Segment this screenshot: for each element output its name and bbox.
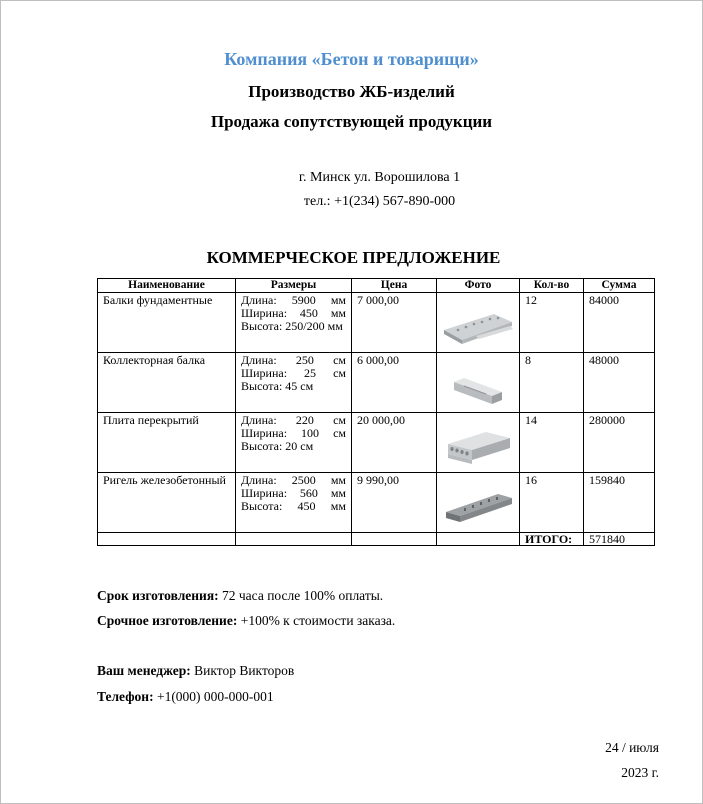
dim-unit: мм xyxy=(330,473,346,487)
table-header-row xyxy=(98,279,655,293)
dim-value: 560 xyxy=(299,486,318,500)
dim-label: Ширина: xyxy=(241,426,288,440)
dim-height: Высота: 250/200 мм xyxy=(241,319,343,333)
dim-value: 2500 xyxy=(291,473,316,487)
dim-unit: мм xyxy=(330,499,346,513)
dim-label: Длина: xyxy=(241,353,277,367)
col-header-price: Цена xyxy=(352,279,437,293)
dim-unit: см xyxy=(333,413,346,427)
phone: тел.: +1(234) 567-890-000 xyxy=(303,194,456,209)
item-qty: 12 xyxy=(520,293,584,353)
dim-unit: см xyxy=(333,426,346,440)
item-price: 20 000,00 xyxy=(352,413,437,473)
manager-phone-label: Телефон: xyxy=(97,689,154,704)
dim-value: 450 xyxy=(297,499,316,513)
item-size xyxy=(236,413,352,473)
manager-value: Виктор Викторов xyxy=(190,663,295,678)
dim-unit: мм xyxy=(330,486,346,500)
item-size xyxy=(236,293,352,353)
item-name: Ригель железобетонный xyxy=(98,473,236,533)
dim-label: Длина: xyxy=(241,293,277,307)
production-term-value: 72 часа после 100% оплаты. xyxy=(218,588,384,603)
table-row xyxy=(98,413,655,473)
date-year: 2023 г. xyxy=(621,765,659,780)
total-row xyxy=(98,533,655,546)
col-header-qty: Кол-во xyxy=(520,279,584,293)
item-name: Балки фундаментные xyxy=(98,293,236,353)
item-sum: 84000 xyxy=(584,293,655,353)
slab-photo xyxy=(437,413,520,473)
item-sum: 48000 xyxy=(584,353,655,413)
total-value: 571840 xyxy=(584,533,655,546)
crossbar-photo xyxy=(437,473,520,533)
item-name: Коллекторная балка xyxy=(98,353,236,413)
dim-label: Ширина: xyxy=(241,486,288,500)
offer-title: КОММЕРЧЕСКОЕ ПРЕДЛОЖЕНИЕ xyxy=(206,248,501,267)
urgent-term xyxy=(97,613,395,629)
subtitle-sales: Продажа сопутствующей продукции xyxy=(210,112,493,131)
dim-unit: см xyxy=(333,353,346,367)
dim-label: Ширина: xyxy=(241,306,288,320)
urgent-term-label: Срочное изготовление: xyxy=(97,613,238,628)
item-qty: 8 xyxy=(520,353,584,413)
item-sum: 159840 xyxy=(584,473,655,533)
item-price: 7 000,00 xyxy=(352,293,437,353)
item-size xyxy=(236,353,352,413)
dim-unit: мм xyxy=(330,306,346,320)
col-header-size: Размеры xyxy=(236,279,352,293)
dim-label: Длина: xyxy=(241,413,277,427)
urgent-term-value: +100% к стоимости заказа. xyxy=(237,613,396,628)
offer-table xyxy=(97,278,655,546)
dim-value: 450 xyxy=(299,306,318,320)
item-name: Плита перекрытий xyxy=(98,413,236,473)
dim-value: 5900 xyxy=(291,293,316,307)
table-row xyxy=(98,473,655,533)
dim-value: 100 xyxy=(301,426,320,440)
table-row xyxy=(98,293,655,353)
col-header-name: Наименование xyxy=(98,279,236,293)
total-label: ИТОГО: xyxy=(520,533,584,546)
item-qty: 14 xyxy=(520,413,584,473)
manager-phone xyxy=(97,689,274,705)
subtitle-production: Производство ЖБ-изделий xyxy=(248,82,455,101)
item-qty: 16 xyxy=(520,473,584,533)
production-term xyxy=(97,588,383,604)
item-size xyxy=(236,473,352,533)
item-sum: 280000 xyxy=(584,413,655,473)
dim-value: 25 xyxy=(304,366,317,380)
col-header-photo: Фото xyxy=(437,279,520,293)
production-term-label: Срок изготовления: xyxy=(97,588,219,603)
address: г. Минск ул. Ворошилова 1 xyxy=(298,170,461,185)
table-row xyxy=(98,353,655,413)
dim-height: Высота: 20 см xyxy=(241,439,314,453)
dim-label: Длина: xyxy=(241,473,277,487)
dim-value: 220 xyxy=(295,413,314,427)
manager-label: Ваш менеджер: xyxy=(97,663,191,678)
dim-height: Высота: 45 см xyxy=(241,379,314,393)
manager-phone-value: +1(000) 000-000-001 xyxy=(153,689,274,704)
dim-unit: мм xyxy=(330,293,346,307)
col-header-sum: Сумма xyxy=(584,279,655,293)
dim-unit: см xyxy=(333,366,346,380)
dim-label: Ширина: xyxy=(241,366,288,380)
item-price: 6 000,00 xyxy=(352,353,437,413)
manager xyxy=(97,663,294,679)
collector-beam-photo xyxy=(437,353,520,413)
company-name: Компания «Бетон и товарищи» xyxy=(224,49,479,69)
beam-photo xyxy=(437,293,520,353)
dim-value: 250 xyxy=(295,353,314,367)
dim-label: Высота: xyxy=(241,499,283,513)
date-day-month: 24 / июля xyxy=(605,740,659,755)
item-price: 9 990,00 xyxy=(352,473,437,533)
